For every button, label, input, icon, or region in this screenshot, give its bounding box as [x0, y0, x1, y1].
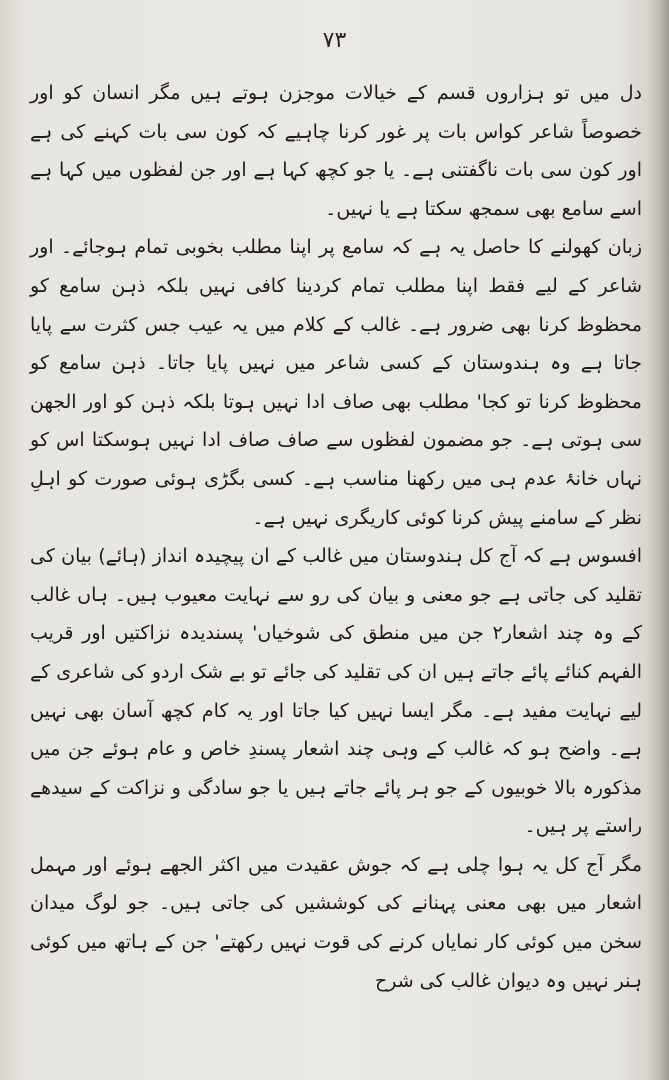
paragraph: زبان کھولنے کا حاصل یہ ہے کہ سامع پر اپنا مطلب بخوبی تمام ہوجائے۔ اور شاعر کے لیے فقط اپنا مطلب تمام کردینا کافی نہیں بلکہ ذہن سامع کو محظوظ کرنا بھی ضرور ہے۔ غالب کے کلام میں یہ عیب جس کثرت سے پایا جاتا ہے وہ ہندوستان کے کسی شاعر میں نہیں پایا جاتا۔ ذہن سامع کو محظوظ کرنا تو کجا' مطلب بھی صاف ادا نہیں ہوتا بلکہ ذہن کو اور الجھن سی ہوتی ہے۔ جو مضمون لفظوں سے صاف صاف ادا نہیں ہوسکتا اس کو نہاں خانۂ عدم ہی میں رکھنا مناسب ہے۔ کسی بگڑی ہوئی صورت کو اہلِ نظر کے سامنے پیش کرنا کوئی کاریگری نہیں ہے۔ — [30, 236, 642, 529]
book-spine-shadow — [647, 0, 669, 1080]
paragraph: دل میں تو ہزاروں قسم کے خیالات موجزن ہوتے ہیں مگر انسان کو اور خصوصاً شاعر کواس بات پر غور کرنا چاہیے کہ کون سی بات کہنے کی ہے اور کون سی بات ناگفتنی ہے۔ یا جو کچھ کہا ہے اور جن لفظوں میں کہا ہے اسے سامع بھی سمجھ سکتا ہے یا نہیں۔ — [30, 82, 642, 220]
page-body — [30, 74, 642, 1000]
paragraph: افسوس ہے کہ آج کل ہندوستان میں غالب کے ان پیچیدہ انداز (ہائے) بیان کی تقلید کی جاتی ہے جو معنی و بیان کی رو سے نہایت معیوب ہیں۔ ہاں غالب کے وہ چند اشعار۲ جن میں منطق کی شوخیاں' پسندیدہ نزاکتیں اور قریب الفہم کنائے پائے جاتے ہیں ان کی تقلید کی جائے تو بے شک اردو کی شاعری کے لیے نہایت مفید ہے۔ مگر ایسا نہیں کیا جاتا اور یہ کام کچھ آسان بھی نہیں ہے۔ واضح ہو کہ غالب کے وہی چند اشعار پسندِ خاص و عام ہوئے جن میں مذکورہ بالا خوبیوں کے جو ہر پائے جاتے ہیں یا جو سادگی و نزاکت کے سیدھے راستے پر ہیں۔ — [30, 545, 642, 838]
paragraph: مگر آج کل یہ ہوا چلی ہے کہ جوش عقیدت میں اکثر الجھے ہوئے اور مہمل اشعار میں بھی معنی پہنانے کی کوششیں کی جاتی ہیں۔ جو لوگ میدان سخن میں کوئی کار نمایاں کرنے کی قوت نہیں رکھتے' جن کے ہاتھ میں کوئی ہنر نہیں وہ دیوان غالب کی شرح — [30, 853, 642, 992]
page-number: ۷۳ — [322, 28, 347, 53]
